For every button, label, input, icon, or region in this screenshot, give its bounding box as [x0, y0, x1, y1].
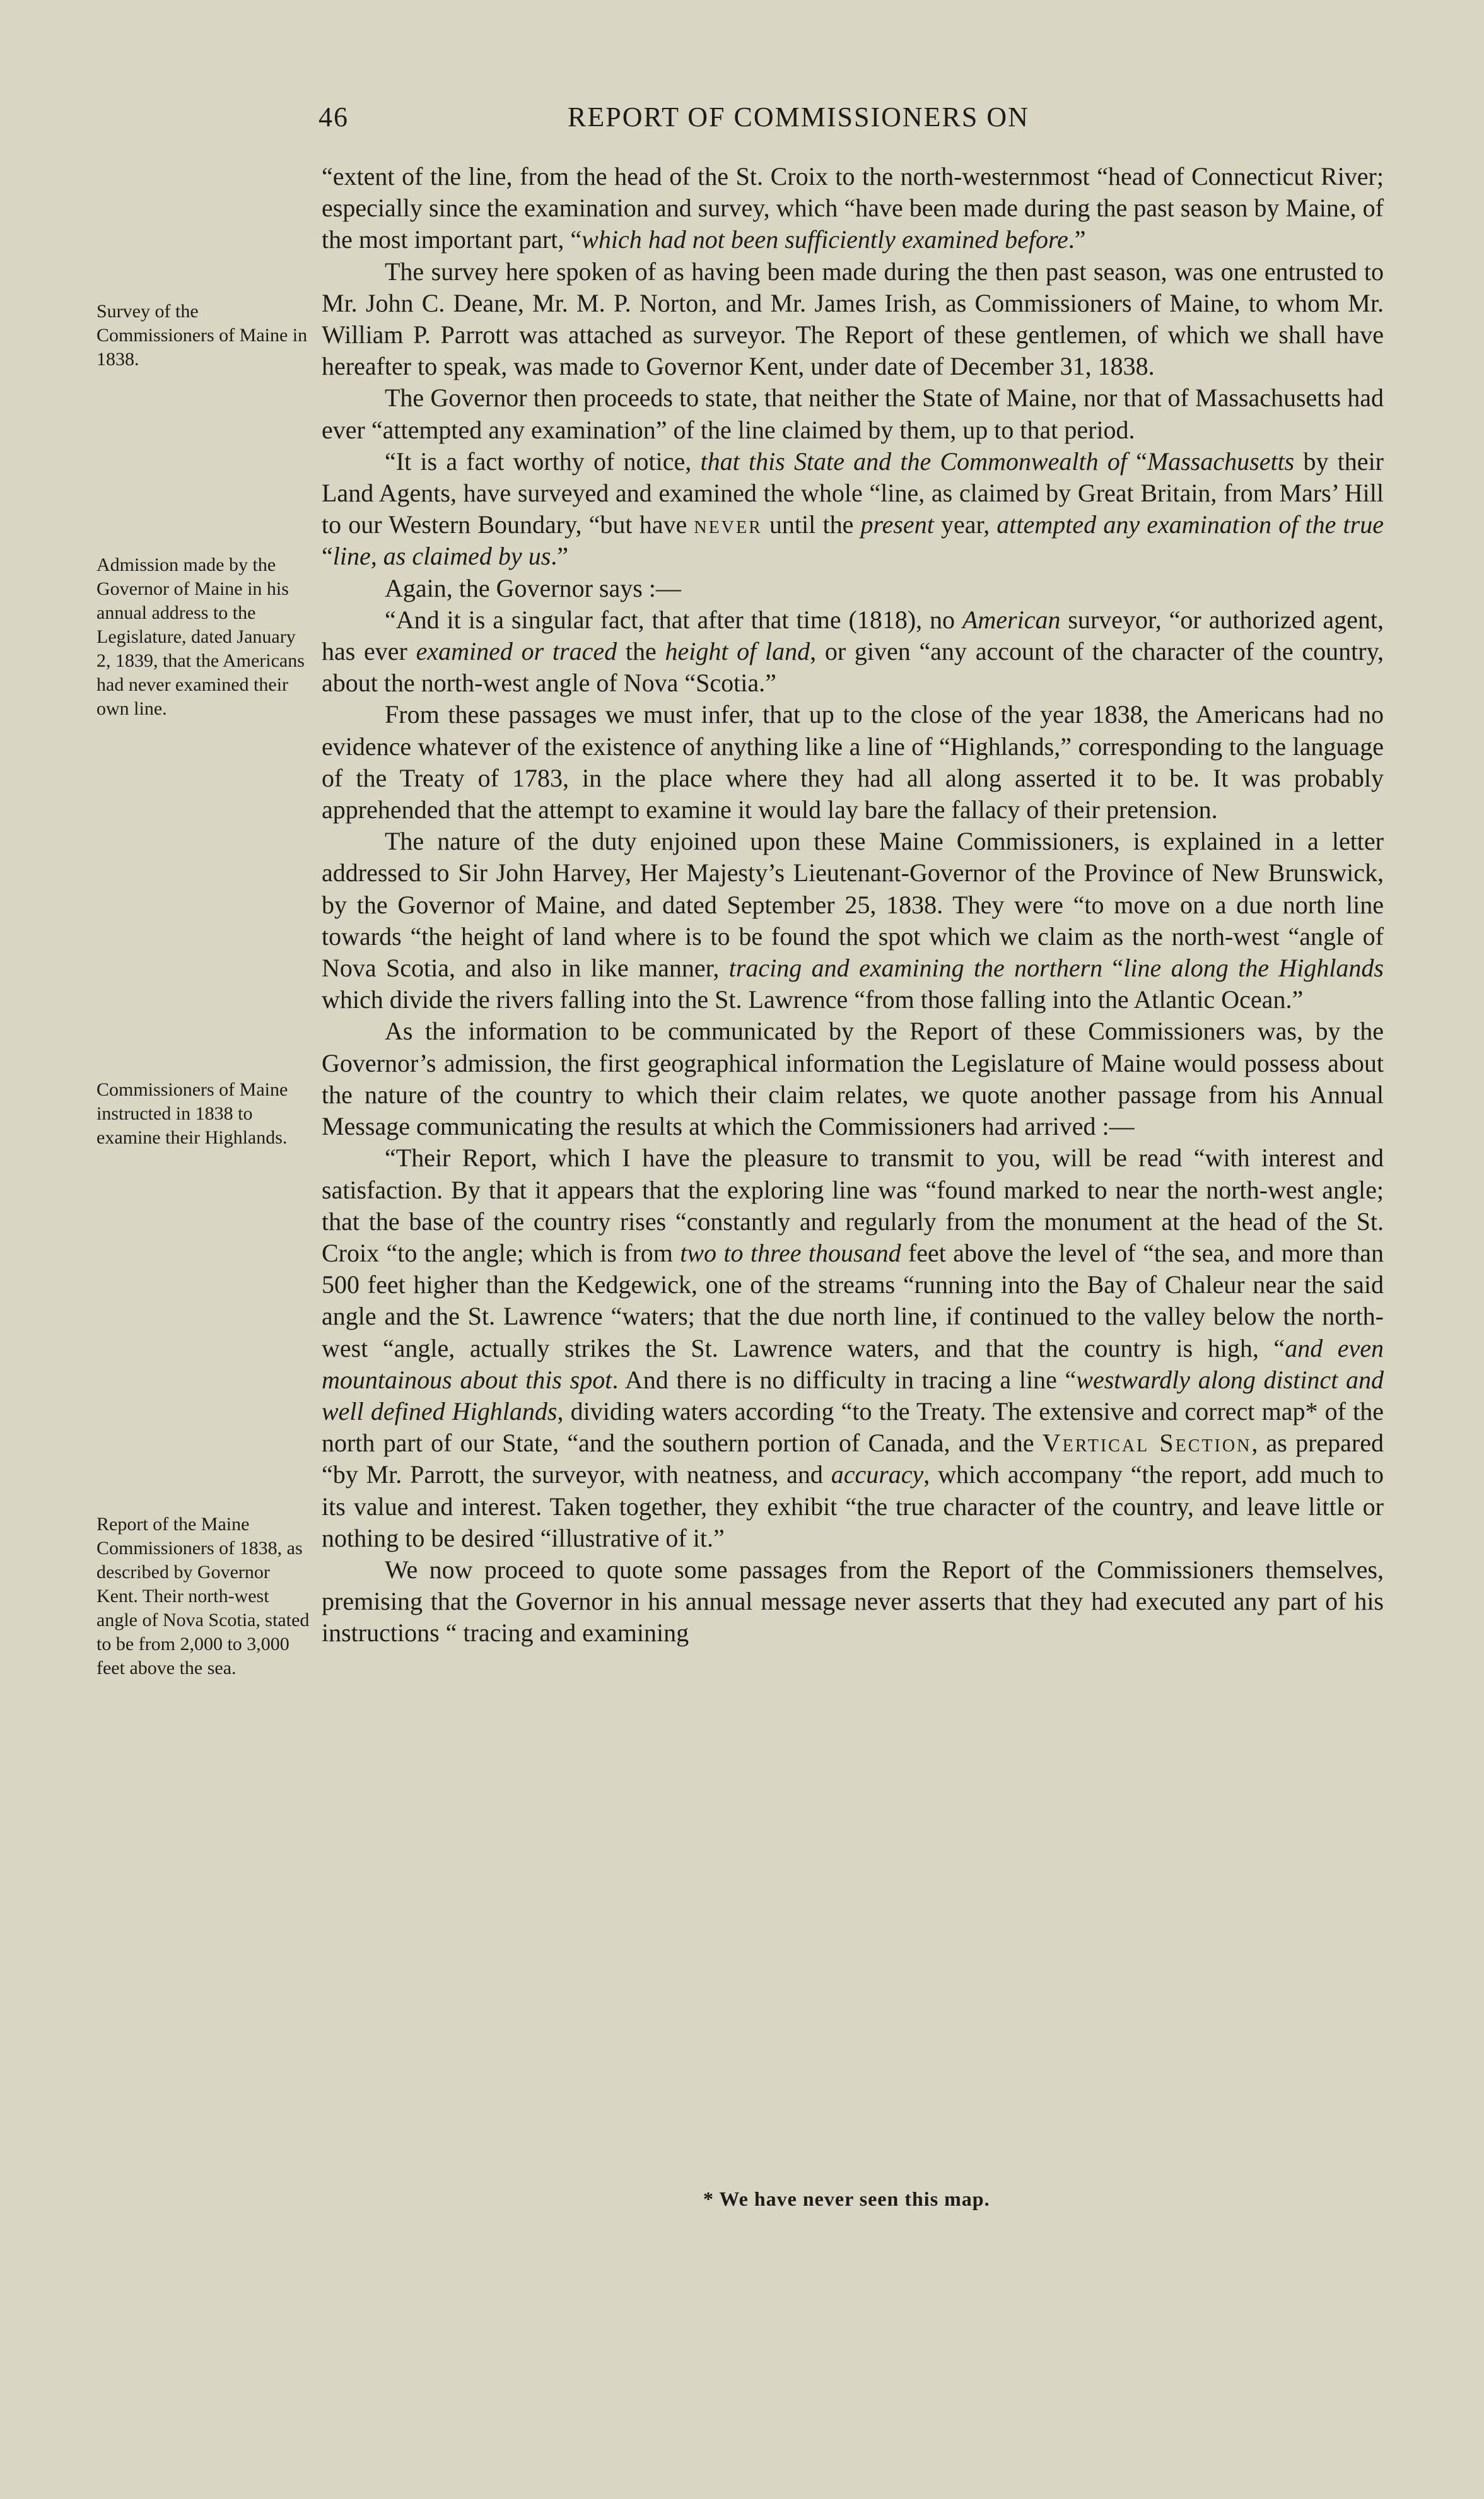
- running-head: [318, 101, 1391, 139]
- running-title: REPORT OF COMMISSIONERS ON: [568, 102, 1029, 132]
- marginal-note-instructions: Commissioners of Maine instructed in 1838 to examine their Highlands.: [96, 1079, 288, 1148]
- marginal-note-survey: Survey of the Commissioners of Maine in 1838.: [96, 301, 308, 370]
- paragraph-again: Again, the Governor says :—: [385, 573, 681, 602]
- paragraph-singular-fact: “And it is a singular fact, that after that time (1818), no American surveyor, “or authorized agent, has ever examined or traced the height of land, or given “any account of the character of the country, about the north-west angle of Nova “Scotia.”: [322, 605, 1384, 698]
- paragraph-information: As the information to be communicated by the Report of these Commissioners was, by the Governor’s admission, the first geographical information the Legislature of Maine would possess about the nature of the country to which their claim relates, we quote another passage from his Annual Message communicating the results at which the Commissioners had arrived :—: [322, 1017, 1384, 1141]
- paragraph-proceed: We now proceed to quote some passages from the Report of the Commissioners themselves, premising that the Governor in his annual message never asserts that they had executed any part of his instructions “ tracing and examining: [322, 1555, 1384, 1647]
- paragraph-duty: The nature of the duty enjoined upon these Maine Commissioners, is explained in a letter addressed to Sir John Harvey, Her Majesty’s Lieutenant-Governor of the Province of New Brunswick, by the Governor of Maine, and dated September 25, 1838. They were “to move on a due north line towards “the height of land where is to be found the spot which we claim as the north-west “angle of Nova Scotia, and also in like manner, tracing and examining the northern “line along the Highlands which divide the rivers falling into the St. Lawrence “from those falling into the Atlantic Ocean.”: [322, 827, 1384, 1014]
- paragraph-infer: From these passages we must infer, that up to the close of the year 1838, the Americans had no evidence whatever of the existence of anything like a line of “Highlands,” corresponding to the language of the Treaty of 1783, in the place where they had all along asserted it to be. It was probably apprehended that the attempt to examine it would lay bare the fallacy of their pretension.: [322, 700, 1384, 824]
- footnote: * We have never seen this map.: [703, 2187, 990, 2210]
- paragraph-fact-worthy: “It is a fact worthy of notice, that this State and the Commonwealth of “Massachusetts by their Land Agents, have surveyed and examined the whole “line, as claimed by Great Britain, from Mars’ Hill to our Western Boundary, “but have never until the present year, attempted any examination of the true “line, as claimed by us.”: [322, 447, 1384, 571]
- paragraph-survey: The survey here spoken of as having been made during the then past season, was one entrusted to Mr. John C. Deane, Mr. M. P. Norton, and Mr. James Irish, as Commissioners of Maine, to whom Mr. William P. Parrott was attached as surveyor. The Report of these gentlemen, of which we shall have hereafter to speak, was made to Governor Kent, under date of December 31, 1838.: [322, 257, 1384, 381]
- page-number: 46: [318, 102, 349, 132]
- marginal-note-report: Report of the Maine Commissioners of 1838, as described by Governor Kent. Their north-west angle of Nova Scotia, stated to be from 2,000 to 3,000 feet above the sea.: [96, 1514, 310, 1678]
- main-text: [322, 161, 1384, 1649]
- paragraph-their-report: “Their Report, which I have the pleasure to transmit to you, will be read “with interest and satisfaction. By that it appears that the exploring line was “found marked to near the north-west angle; that the base of the country rises “constantly and regularly from the monument at the head of the St. Croix “to the angle; which is from two to three thousand feet above the level of “the sea, and more than 500 feet higher than the Kedgewick, one of the streams “running into the Bay of Chaleur near the said angle and the St. Lawrence “waters; that the due north line, if continued to the valley below the north-west “angle, actually strikes the St. Lawrence waters, and that the country is high, “and even mountainous about this spot. And there is no difficulty in tracing a line “westwardly along distinct and well defined Highlands, dividing waters according “to the Treaty. The extensive and correct map* of the north part of our State, “and the southern portion of Canada, and the Vertical Section, as prepared “by Mr. Parrott, the surveyor, with neatness, and accuracy, which accompany “the report, add much to its value and interest. Taken together, they exhibit “the true character of the country, and leave little or nothing to be desired “illustrative of it.”: [322, 1144, 1384, 1552]
- marginal-note-admission: Admission made by the Governor of Maine in his annual address to the Legislature, dated January 2, 1839, that the Americans had never examined their own line.: [96, 554, 305, 719]
- paragraph-governor-proceeds: The Governor then proceeds to state, that neither the State of Maine, nor that of Massachusetts had ever “attempted any examination” of the line claimed by them, up to that period.: [322, 383, 1384, 444]
- paragraph-quote-continuation: “extent of the line, from the head of the St. Croix to the north-westernmost “head of Connecticut River; especially since the examination and survey, which “have been made during the past season by Maine, of the most important part, “which had not been sufficiently examined before.”: [322, 162, 1384, 254]
